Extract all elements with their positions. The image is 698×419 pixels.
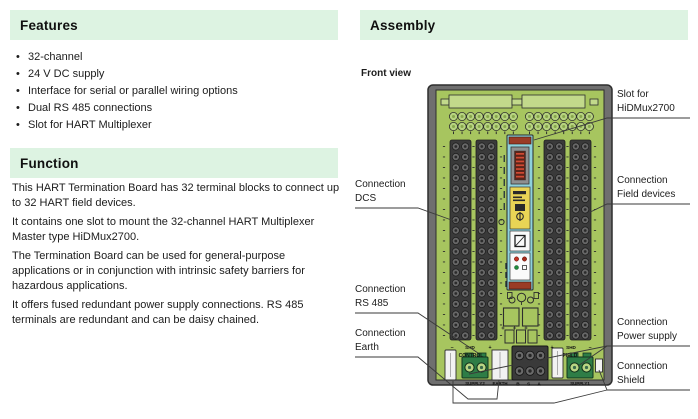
module-cap-bottom	[509, 282, 531, 289]
function-text	[12, 181, 342, 332]
svg-text:EARTH: EARTH	[492, 381, 508, 386]
assembly-section-header	[360, 10, 688, 40]
assembly-title: Assembly	[370, 17, 436, 33]
callout-connection-field-devices: Connection Field devices	[617, 175, 676, 200]
callout-connection-shield: Connection Shield	[617, 361, 668, 386]
callout-connection-dcs: Connection DCS	[355, 179, 406, 204]
callout-connection-earth: Connection Earth	[355, 328, 406, 353]
feature-item: • Interface for serial or parallel wiring options	[14, 83, 238, 100]
svg-text:FIELD: FIELD	[562, 352, 578, 359]
module-cap-top	[509, 137, 531, 144]
svg-text:SUPPLY2: SUPPLY2	[465, 381, 485, 386]
function-paragraph: It offers fused redundant power supply connections. RS 485 terminals are redundant and can be daisy chained.	[12, 299, 304, 326]
svg-text:+: +	[550, 345, 554, 351]
feature-item: • 32-channel	[14, 49, 238, 66]
feature-item: • Slot for HART Multiplexer	[14, 117, 238, 134]
svg-text:−: −	[588, 345, 592, 351]
feature-item: • Dual RS 485 connections	[14, 100, 238, 117]
svg-text:B S A: B S A	[516, 382, 544, 388]
function-paragraph: The Termination Board can be used for general-purpose applications or in conjunction with intrinsic safety barriers for hazardous applications.	[12, 250, 305, 292]
svg-text:−: −	[450, 345, 454, 351]
svg-text:SUPPLY1: SUPPLY1	[570, 381, 590, 386]
features-title: Features	[20, 17, 78, 33]
svg-text:SHD: SHD	[566, 345, 576, 350]
features-section-header	[10, 10, 338, 40]
function-title: Function	[20, 155, 79, 171]
callout-connection-power-supply: Connection Power supply	[617, 317, 678, 342]
function-section-header	[10, 148, 338, 178]
function-paragraph: This HART Termination Board has 32 terminal blocks to connect up to 32 HART field devices.	[12, 182, 340, 209]
svg-text:+: +	[488, 345, 492, 351]
front-view-label: Front view	[361, 68, 412, 79]
function-paragraph: It contains one slot to mount the 32-channel HART Multiplexer Master type HiDMux2700.	[12, 216, 315, 243]
callout-connection-rs485: Connection RS 485	[355, 284, 406, 309]
callout-slot-hidmux2700: Slot for HiDMux2700	[617, 89, 675, 114]
svg-text:CONTROL: CONTROL	[458, 352, 484, 359]
feature-item: • 24 V DC supply	[14, 66, 238, 83]
features-list	[14, 49, 238, 134]
svg-text:SHD: SHD	[465, 345, 475, 350]
